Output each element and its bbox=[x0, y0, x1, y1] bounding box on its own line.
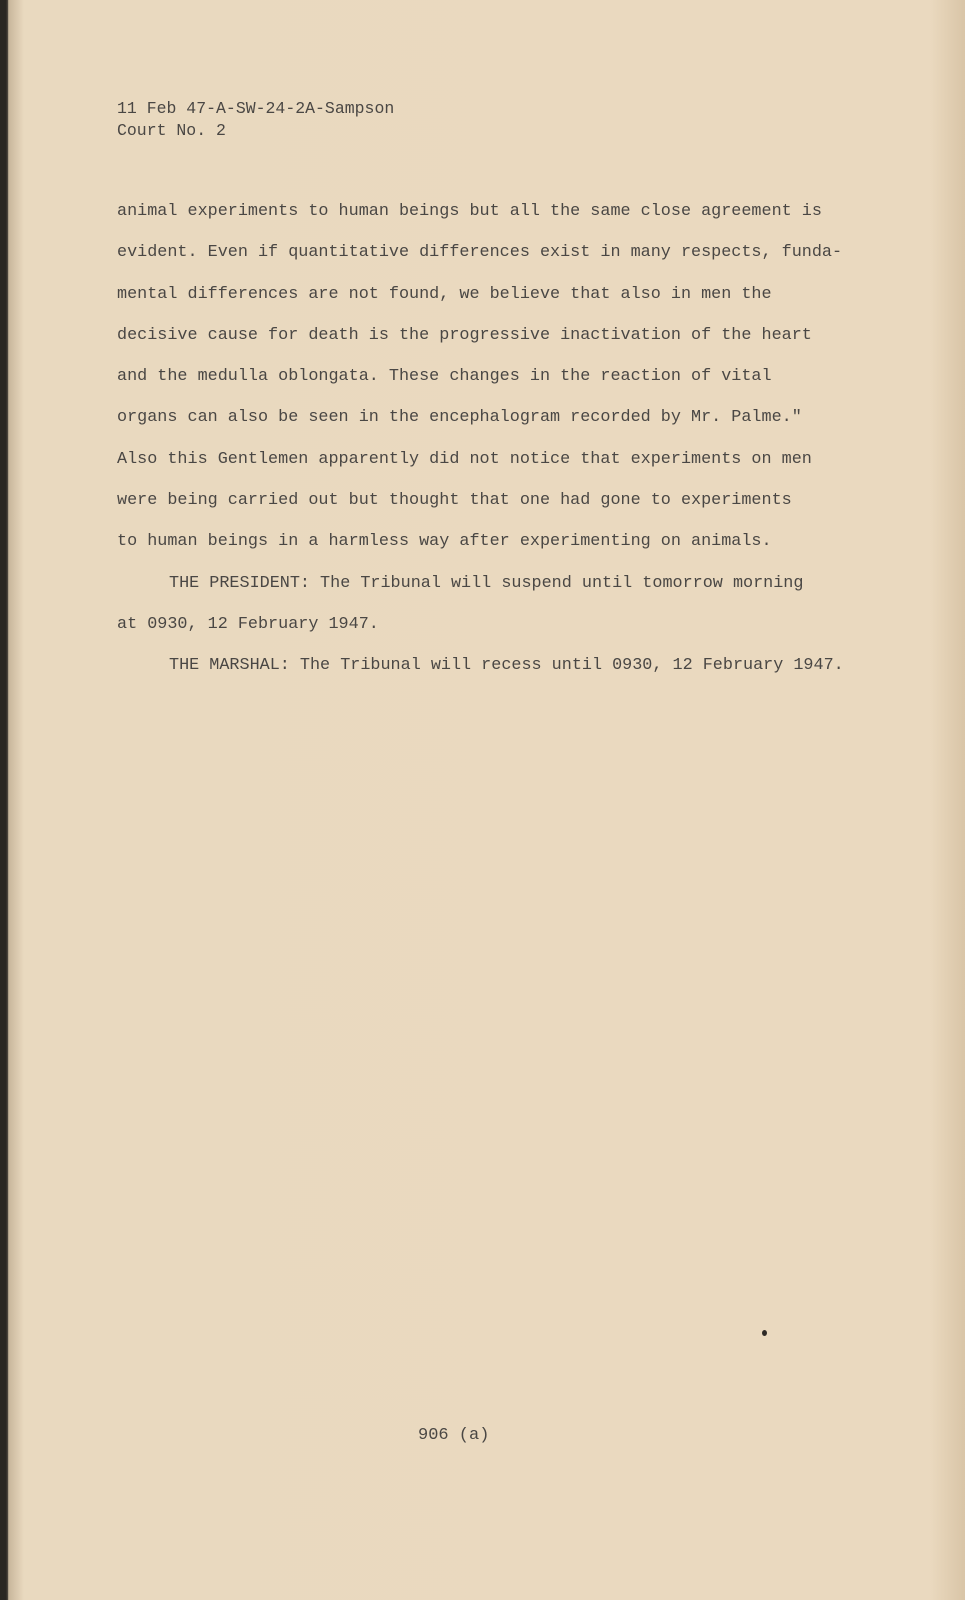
president-statement: THE PRESIDENT: The Tribunal will suspend until tomorrow morning bbox=[169, 573, 804, 593]
header-court-number: Court No. 2 bbox=[117, 121, 226, 140]
paper-speck bbox=[762, 1330, 767, 1336]
transcript-line: were being carried out but thought that one had gone to experiments bbox=[117, 491, 792, 511]
transcript-line: mental differences are not found, we believe that also in men the bbox=[117, 284, 772, 304]
transcript-line: evident. Even if quantitative differences exist in many respects, funda- bbox=[117, 243, 843, 263]
transcript-line: organs can also be seen in the encephalogram recorded by Mr. Palme." bbox=[117, 408, 802, 428]
transcript-body bbox=[117, 198, 867, 694]
marshal-statement: THE MARSHAL: The Tribunal will recess until 0930, 12 February 1947. bbox=[169, 656, 844, 676]
document-header bbox=[117, 98, 394, 142]
transcript-line: decisive cause for death is the progressive inactivation of the heart bbox=[117, 325, 812, 345]
header-case-reference: 11 Feb 47-A-SW-24-2A-Sampson bbox=[117, 99, 395, 118]
binding-edge bbox=[0, 0, 8, 1600]
transcript-line: at 0930, 12 February 1947. bbox=[117, 614, 379, 634]
transcript-line: animal experiments to human beings but all the same close agreement is bbox=[117, 202, 822, 221]
page-number: 906 (a) bbox=[418, 1426, 490, 1445]
transcript-line: Also this Gentlemen apparently did not notice that experiments on men bbox=[117, 449, 812, 469]
transcript-line: to human beings in a harmless way after experimenting on animals. bbox=[117, 532, 772, 552]
transcript-line: and the medulla oblongata. These changes in the reaction of vital bbox=[117, 367, 772, 387]
